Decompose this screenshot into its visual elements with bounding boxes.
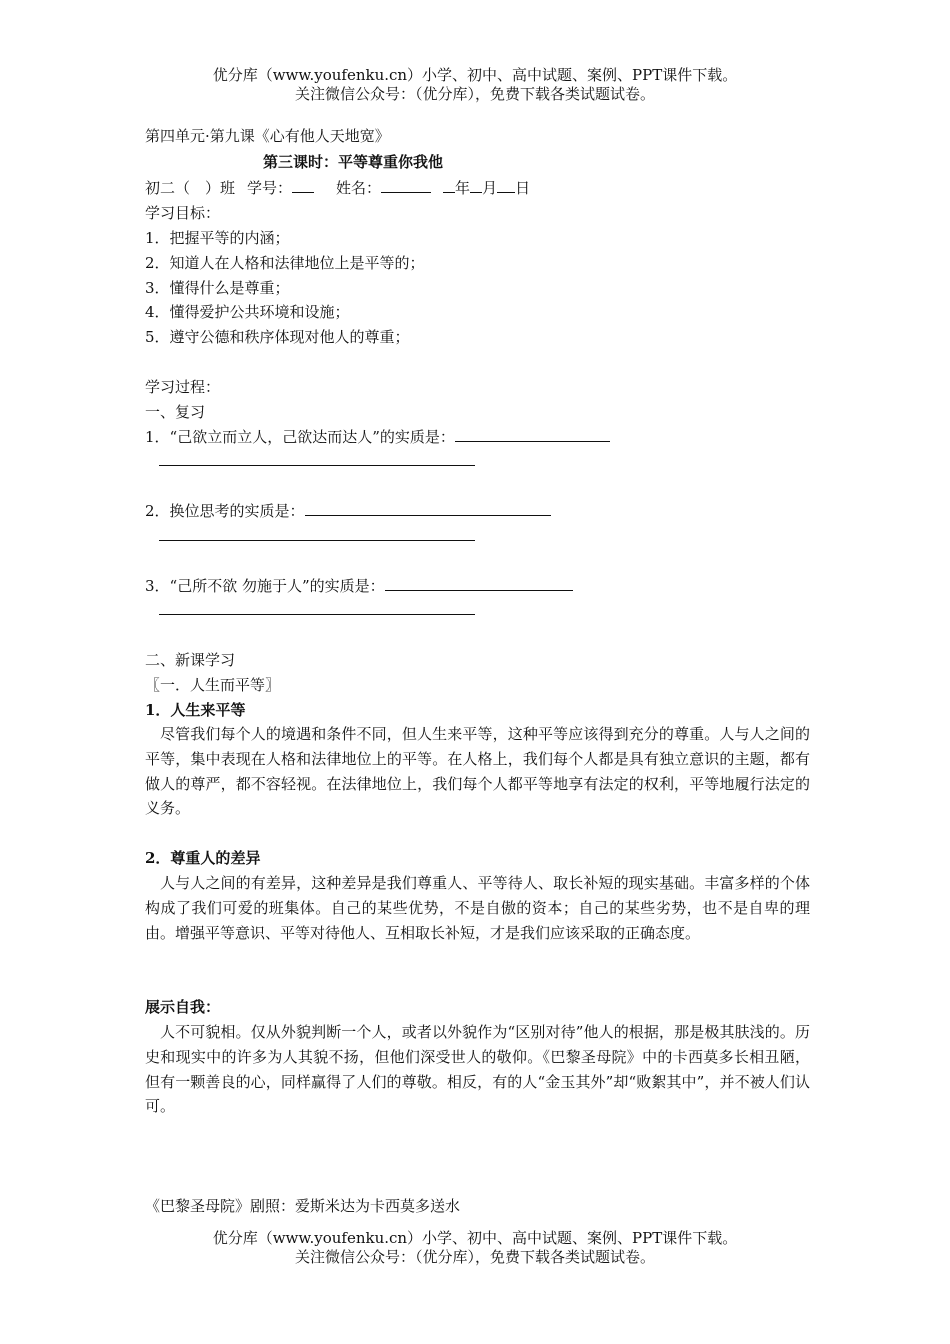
footer-line-1: 优分库（www.youfenku.cn）小学、初中、高中试题、案例、PPT课件下载。 [212, 1229, 738, 1247]
answer-line-3[interactable] [159, 614, 475, 615]
goal-item: 5．遵守公德和秩序体现对他人的尊重； [145, 328, 410, 346]
subsection-title-2: 2．尊重人的差异 [145, 849, 261, 867]
goal-item: 2．知道人在人格和法律地位上是平等的； [145, 254, 425, 272]
footer-line-2: 关注微信公众号：（优分库），免费下载各类试题试卷。 [294, 1248, 655, 1266]
unit-title: 第四单元·第九课《心有他人天地宽》 [145, 127, 390, 145]
header-line-2: 关注微信公众号：（优分库），免费下载各类试题试卷。 [294, 85, 655, 103]
answer-blank-3[interactable] [385, 576, 573, 591]
year-field[interactable] [443, 178, 455, 193]
class-info-line [145, 178, 530, 198]
name-label: 姓名： [336, 179, 382, 197]
year-label: 年 [455, 179, 471, 197]
review-question-3-text: 3．“己所不欲 勿施于人”的实质是： [145, 577, 385, 595]
month-label: 月 [482, 179, 498, 197]
review-question-2-text: 2．换位思考的实质是： [145, 502, 305, 520]
header-line-1: 优分库（www.youfenku.cn）小学、初中、高中试题、案例、PPT课件下载。 [212, 66, 738, 84]
image-caption: 《巴黎圣母院》剧照：爱斯米达为卡西莫多送水 [145, 1197, 461, 1215]
paragraph-show-yourself: 人不可貌相。仅从外貌判断一个人，或者以外貌作为“区别对待”他人的根据，那是极其肤浅的。历史和现实中的许多为人其貌不扬，但他们深受世人的敬仰。《巴黎圣母院》中的卡西莫多长相丑陋，但有一颗善良的心，同样赢得了人们的尊敬。相反，有的人“金玉其外”却“败絮其中”，并不被人们认可。 [145, 1023, 810, 1116]
process-heading: 学习过程： [145, 378, 221, 396]
day-field[interactable] [497, 178, 515, 193]
goal-item: 4．懂得爱护公共环境和设施； [145, 303, 350, 321]
review-heading: 一、复习 [145, 403, 206, 421]
month-field[interactable] [470, 178, 482, 193]
subsection-title-1: 1．人生来平等 [145, 701, 246, 719]
goal-item: 3．懂得什么是尊重； [145, 279, 290, 297]
class-label: 初二（ ）班 [145, 179, 236, 197]
day-label: 日 [515, 179, 531, 197]
answer-blank-1[interactable] [455, 427, 610, 442]
student-no-field[interactable] [292, 178, 314, 193]
review-question-3 [145, 576, 573, 596]
paragraph-equality: 尽管我们每个人的境遇和条件不同，但人生来平等，这种平等应该得到充分的尊重。人与人之间的平等，集中表现在人格和法律地位上的平等。在人格上，我们每个人都是具有独立意识的主题，都有做人的尊严，都不容轻视。在法律地位上，我们每个人都平等地享有法定的权利，平等地履行法定的义务。 [145, 725, 810, 818]
student-no-label: 学号： [247, 179, 293, 197]
new-lesson-heading: 二、新课学习 [145, 651, 236, 669]
review-question-1-text: 1．“己欲立而立人，己欲达而达人”的实质是： [145, 428, 455, 446]
answer-blank-2[interactable] [305, 501, 551, 516]
review-question-1 [145, 427, 610, 447]
page-footer [0, 1229, 950, 1267]
goal-item: 1．把握平等的内涵； [145, 229, 290, 247]
review-question-2 [145, 501, 551, 521]
section-heading: 〖一．人生而平等〗 [145, 676, 281, 694]
paragraph-differences: 人与人之间的有差异，这种差异是我们尊重人、平等待人、取长补短的现实基础。丰富多样的个体构成了我们可爱的班集体。自己的某些优势，不是自傲的资本；自己的某些劣势，也不是自卑的理由。增强平等意识、平等对待他人、互相取长补短，才是我们应该采取的正确态度。 [145, 874, 810, 942]
show-yourself-title: 展示自我： [145, 998, 221, 1016]
lesson-title: 第三课时：平等尊重你我他 [263, 153, 444, 171]
answer-line-2[interactable] [159, 540, 475, 541]
page-header [0, 66, 950, 104]
goals-heading: 学习目标： [145, 204, 221, 222]
name-field[interactable] [381, 178, 431, 193]
answer-line-1[interactable] [159, 465, 475, 466]
